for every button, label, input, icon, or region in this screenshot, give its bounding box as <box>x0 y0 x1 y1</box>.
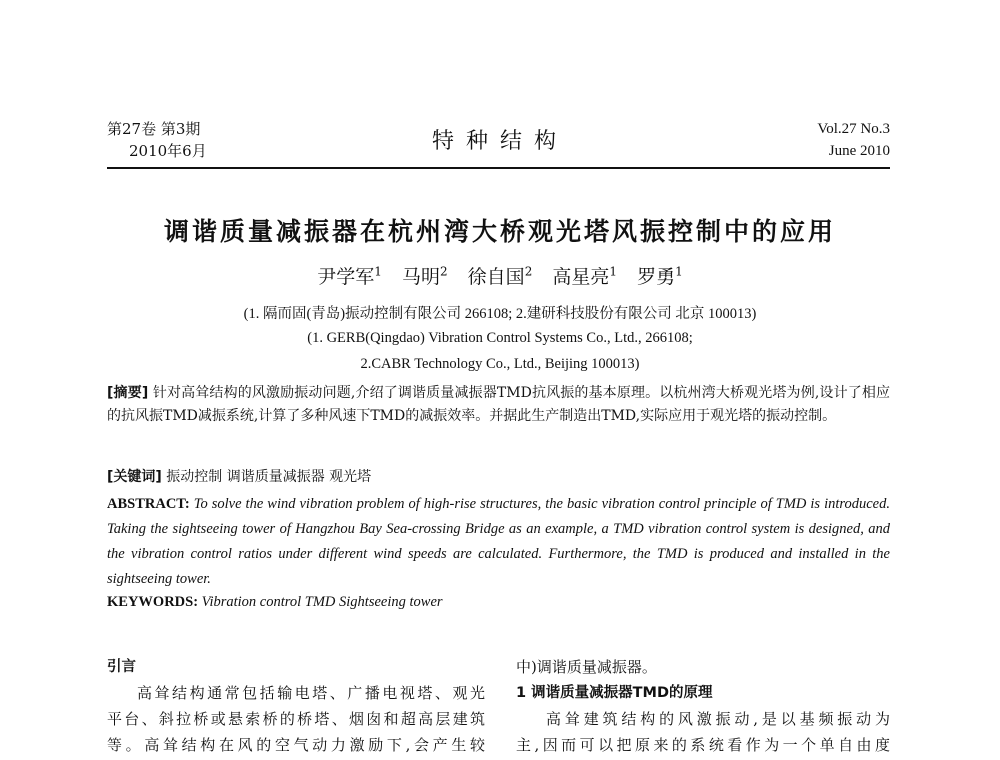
keywords-cn <box>107 466 890 488</box>
header-divider <box>107 167 890 169</box>
author: 徐自国$^2$ <box>467 264 533 288</box>
abstract-en-text: To solve the wind vibration problem of high-rise structures, the basic vibration control principle of TMD is introduced. Taking the sightseeing tower of Hangzhou Bay Sea-crossing Bridge as an example, a TMD vibration control system is designed, and the vibration control ratios under different wind speeds are calculated. Furthermore, the TMD is produced and installed in the sightseeing tower. <box>107 496 890 587</box>
affiliation-cn: (1. 隔而固(青岛)振动控制有限公司 266108; 2.建研科技股份有限公司 北京 100013) <box>243 306 757 322</box>
body-line: 等。高耸结构在风的空气动力激励下,会产生较 <box>107 736 485 754</box>
author: 尹学军$^1$ <box>317 264 382 288</box>
keywords-cn-text: 振动控制 调谐质量减振器 观光塔 <box>166 469 372 485</box>
abstract-en-label: ABSTRACT: <box>107 496 190 512</box>
paper-title: 调谐质量减振器在杭州湾大桥观光塔风振控制中的应用 <box>163 217 836 246</box>
author-list <box>0 262 1000 289</box>
journal-name: 特种结构 <box>431 129 568 154</box>
keywords-en <box>107 594 890 611</box>
journal-volume-en <box>817 118 890 162</box>
volume-issue-en: Vol.27 No.3 <box>817 121 890 137</box>
affiliation-en-line1: (1. GERB(Qingdao) Vibration Control Systems Co., Ltd., 266108; <box>307 330 693 346</box>
body-line: 平台、斜拉桥或悬索桥的桥塔、烟囱和超高层建筑 <box>107 710 485 728</box>
abstract-cn-label: [摘要] <box>107 385 149 401</box>
abstract-cn <box>107 382 890 428</box>
section-heading-1: 1 调谐质量减振器TMD的原理 <box>516 685 713 701</box>
section-heading-intro: 引言 <box>107 659 136 675</box>
keywords-en-label: KEYWORDS: <box>107 594 199 610</box>
body-line: 中)调谐质量减振器。 <box>516 658 657 676</box>
author: 马明$^2$ <box>401 264 448 288</box>
body-line: 高耸建筑结构的风激振动,是以基频振动为 <box>546 710 890 728</box>
body-left-column <box>107 654 485 758</box>
body-line: 高耸结构通常包括输电塔、广播电视塔、观光 <box>137 684 485 702</box>
abstract-cn-text: 针对高耸结构的风激励振动问题,介绍了调谐质量减振器TMD抗风振的基本原理。以杭州湾大桥观光塔为例,设计了相应的抗风振TMD减振系统,计算了多种风速下TMD的减振效率。并据此生产制造出TMD,实际应用于观光塔的振动控制。 <box>107 385 891 424</box>
body-line: 主,因而可以把原来的系统看作为一个单自由度 <box>516 736 890 754</box>
author: 罗勇$^1$ <box>637 264 683 288</box>
affiliation-en-line2: 2.CABR Technology Co., Ltd., Beijing 100013) <box>360 356 640 372</box>
keywords-en-text: Vibration control TMD Sightseeing tower <box>201 594 443 610</box>
abstract-en <box>107 492 890 592</box>
volume-issue-cn: 第27卷 第3期 <box>107 120 201 138</box>
body-right-column <box>516 654 890 758</box>
author: 高星亮$^1$ <box>552 264 618 288</box>
date-cn: 2010年6月 <box>129 142 207 160</box>
date-en: June 2010 <box>828 143 890 159</box>
keywords-cn-label: [关键词] <box>107 469 162 485</box>
